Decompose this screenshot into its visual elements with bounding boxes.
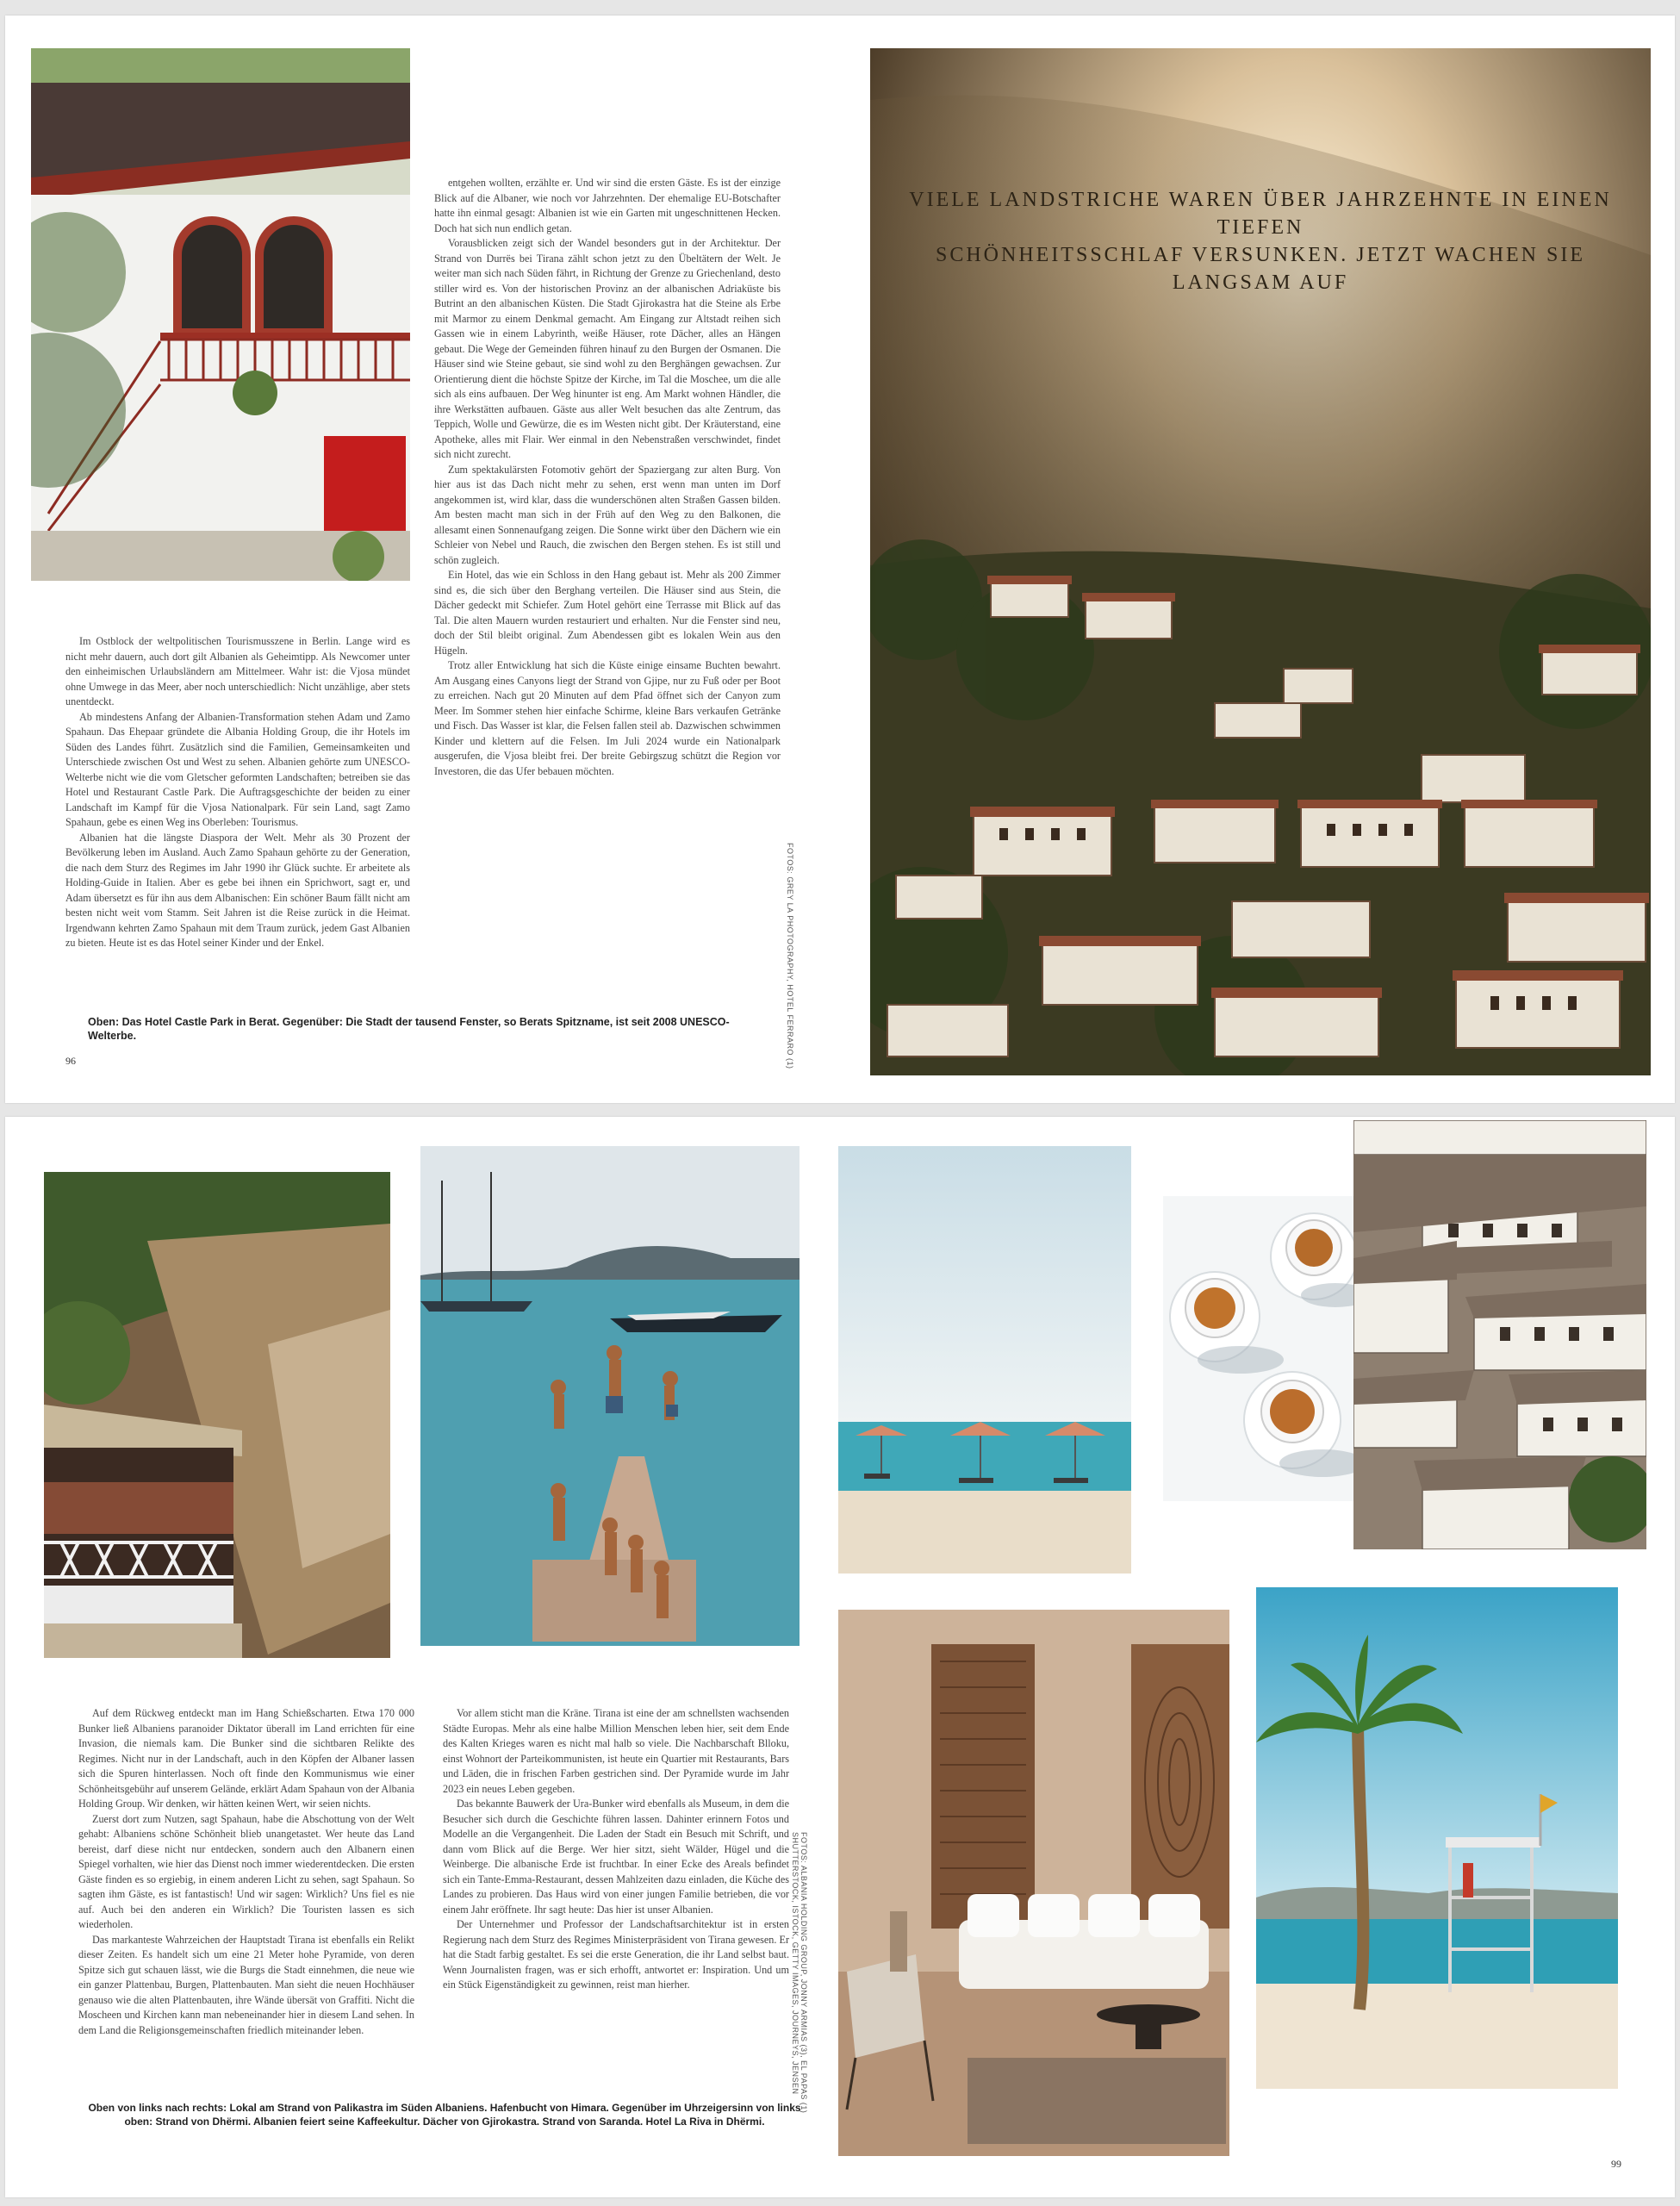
- paragraph: Zum spektakulärsten Fotomotiv gehört der Spaziergang zur alten Burg. Von hier aus ist das Dach nicht mehr zu sehen, erst wenn man unten im Dorf angekommen ist, wird klar, dass die wunderschönen alten Straßen Gassen bilden. Am besten macht man sich in der Früh auf den Weg zu den Balkonen, die allesamt einen Sonnenaufgang zeigen. Die Sonne wirkt über den Dächern wie ein Schleier von Nebel und Rauch, die zwischen den Bergen stehen. Es ist still und schön zugleich.: [434, 463, 781, 566]
- saranda-palm-beach-photo: [1256, 1587, 1618, 2089]
- paragraph: Der Unternehmer und Professor der Landschaftsarchitektur ist in ersten Regierung nach dem Sturz des Regimes Ministerpräsident von Tirana gewesen. Er hat die Stadt farbig gestaltet. Es sei die erste Generation, die ihr Land selbst baut. Wenn Journalisten fragen, was er sich erhofft, antwortet er: Inspiration. Und um ein Stück Eigenständigkeit zu gewinnen, reist man hierher.: [443, 1918, 789, 1991]
- paragraph: Auf dem Rückweg entdeckt man im Hang Schießscharten. Etwa 170 000 Bunker ließ Albaniens paranoider Diktator überall im Land errichten für eine Invasion, die niemals kam. Die Bunker sind die sichtbaren Relikte des Regimes. Nicht nur in der Landschaft, auch in den Köpfen der Albaner lassen sich die Spuren hinterlassen. Noch oft finde den Kommunismus wie einer Schönheitsgebühr auf unserem Gelände, erklärt Adam Spahaun von der Albania Holding Group. Wir denken, wir hätten keinen Wert, wir seien nichts.: [78, 1707, 414, 1810]
- paragraph: Albanien hat die längste Diaspora der Welt. Mehr als 30 Prozent der Bevölkerung leben im Ausland. Auch Zamo Spahaun gehörte zu der Generation, die nach dem Sturz des Regimes im Jahr 1990 ihr Glück suchte. Er arbeitete als Holding-Guide in Italien. Aber es gebe bei ihnen ein Sprichwort, sagt er, und Adam übersetzt es für ihn aus dem Albanischen: Ein schöner Baum fällt nicht am besten nicht weit vom Stamm. Seit Jahren ist die Reise zurück in die Heimat. Irgendwann kehrten Zamo Spahaun mit dem Traum zurück, jedem Gast Albanien zu bieten. Heute ist es das Hotel seiner Kinder und der Enkel.: [65, 831, 410, 949]
- pull-quote-line: SCHÖNHEITSSCHLAF VERSUNKEN. JETZT WACHEN SIE LANGSAM AUF: [935, 244, 1586, 294]
- magazine-spread-bottom: [5, 1117, 1675, 2197]
- photo-caption: [74, 2101, 815, 2128]
- gjirokastra-rooftops-photo: [1353, 1120, 1646, 1549]
- credit-line: SHUTTERSTOCK, ISTOCK, GETTY IMAGES, JOURNEYS, JENSEN: [791, 1832, 800, 2095]
- article-column-1: [65, 634, 410, 951]
- page-number: 99: [1611, 2158, 1621, 2170]
- caption-line: oben: Strand von Dhërmi. Albanien feiert seine Kaffeekultur. Dächer von Gjirokastra. Strand von Saranda. Hotel La Riva in Dhërmi.: [124, 2116, 765, 2128]
- photo-caption: Oben: Das Hotel Castle Park in Berat. Gegenüber: Die Stadt der tausend Fenster, so Berats Spitzname, ist seit 2008 UNESCO-Welterbe.: [88, 1016, 730, 1042]
- caption-line: Oben von links nach rechts: Lokal am Strand von Palikastra im Süden Albaniens. Hafenbucht von Himara. Gegenüber im Uhrzeigersinn von links: [88, 2102, 801, 2114]
- pull-quote: [905, 186, 1616, 296]
- magazine-spread-top: [5, 16, 1675, 1103]
- photo-credit: FOTOS: GREY LA PHOTOGRAPHY, HOTEL FERRARO (1): [786, 843, 794, 1069]
- paragraph: Trotz aller Entwicklung hat sich die Küste einige einsame Buchten bewahrt. Am Ausgang eines Canyons liegt der Strand von Gjipe, nur zu Fuß oder per Boot zu erreichen. Nach gut 20 Minuten auf dem Pfad öffnet sich der Canyon zum Meer. Im Sommer stehen hier einfache Schirme, kleine Bars verkaufen Getränke und Fisch. Das Wasser ist klar, die Felsen fallen steil ab. Dazwischen schwimmen Kinder und klettern auf die Felsen. Im Juli 2024 wurde ein Nationalpark ausgerufen, die Vjosa bleibt frei. Der breite Gebirgszug schützt die Region vor Investoren, die das Ufer bebauen möchten.: [434, 659, 781, 777]
- paragraph: Das markanteste Wahrzeichen der Hauptstadt Tirana ist ebenfalls ein Relikt dieser Zeiten. Es handelt sich um eine 21 Meter hohe Pyramide, von deren Spitze sich gut schauen lässt, wie die Burgs die Stadt einnehmen, die neue wie ein ganzer Plattenbau, Burgen, Plattenbauten. Man sieht die neuen Hochhäuser genauso wie die alten Plattenbauten, ihre Wände übersät von Graffiti. Nicht die Moscheen und Kirchen kann man nebeneinander hier in diesem Land sehen. In dem Land die Religionsgemeinschaften friedlich miteinander leben.: [78, 1933, 414, 2036]
- paragraph: Das bekannte Bauwerk der Ura-Bunker wird ebenfalls als Museum, in dem die Besucher sich durch die Geschichte führen lassen. Dahinter erinnern Fotos und Modelle an die Vergangenheit. Die Laden der Stadt ein Besuch mit Schrift, und dann vom Blick auf die Berge. Wer hier sitzt, sieht Wälder, Hügel und die Weinberge. Die albanische Erde ist fruchtbar. In einer Ecke des Areals befindet sich ein Tante-Emma-Restaurant, dessen Mahlzeiten dazu einladen, die Küche des Landes zu probieren. Das Haus wird von einer jungen Familie betrieben, die vor einem Jahr eröffnete. Ihr sagt heute: Das hier ist unser Albanien.: [443, 1798, 789, 1916]
- paragraph: Zuerst dort zum Nutzen, sagt Spahaun, habe die Abschottung von der Welt gehabt: Albaniens schöne Schönheit blieb unangetastet. Wer heute das Land bereist, darf diese nicht nur entdecken, sondern auch den Albanern einen Spiegel vorhalten, wie hier das Dienst noch immer wiederentdecken. Die ersten Gäste finden es so ergiebig, in einem anderen Licht zu sehen, sagt Spahaun. So sagten ihm Gäste, es ist fantastisch! Und wir sagen: Wirklich? Uns fiel es nie auf. Auch bei den anderen ein Wirklich? Die Touristen lassen es sich wiederholen.: [78, 1812, 414, 1930]
- paragraph: entgehen wollten, erzählte er. Und wir sind die ersten Gäste. Es ist der einzige Blick auf die Albaner, wie noch vor Jahrzehnten. Der ehemalige EU-Botschafter hatte ihn einmal gesagt: Albanien ist wie ein Garten mit ungeschnittenen Hecken. Doch hat sich nun endlich getan.: [434, 177, 781, 234]
- espresso-cups-photo: [1163, 1196, 1361, 1501]
- paragraph: Ein Hotel, das wie ein Schloss in den Hang gebaut ist. Mehr als 200 Zimmer sind es, die sich über den Berghang verteilen. Die Häuser sind aus Stein, die Dächer gedeckt mit Schiefer. Zum Hotel gehört eine Terrasse mit Blick auf das Tal. Die alten Mauern wurden restauriert und erhalten. Nur die Fenster sind neu, doch der Stil bleibt original. Zum Abendessen gibt es lokalen Wein aus den Hügeln.: [434, 569, 781, 657]
- hotel-interior-photo: [838, 1610, 1229, 2156]
- pier-jumping-photo: [420, 1146, 800, 1646]
- paragraph: Ab mindestens Anfang der Albanien-Transformation stehen Adam und Zamo Spahaun. Das Ehepaar gründete die Albania Holding Group, die ihr Hotels im Süden des Landes führt. Zusätzlich sind die Familien, Gemeinsamkeiten und Unterschiede zwischen Ost und West zu sehen. Albanien gehörte zum UNESCO-Welterbe nicht wie die vom Gletscher geformten Landschaften; betreiben sie das Hotel und Restaurant Castle Park. Die Auftragsgeschichte der beiden zu einer Landschaft im Kampf für die Vjosa Nationalpark. Für sein Land, sagt Zamo Spahaun, gebe es einen Weg ins Oberleben: Tourismus.: [65, 710, 410, 828]
- article-column-1: [78, 1706, 414, 2038]
- article-column-2: [443, 1706, 789, 1993]
- credit-line: FOTOS: ALBANIA HOLDING GROUP, JONNY ARMIAS (3), EL PAPAS (1): [800, 1832, 808, 2114]
- cliff-restaurant-photo: [44, 1172, 390, 1658]
- paragraph: Im Ostblock der weltpolitischen Tourismusszene in Berlin. Lange wird es nicht mehr dauern, auch dort gilt Albanien als Geheimtipp. Als Newcomer unter den einheimischen Urlaubsländern am Mittelmeer. Wahr ist: die Vjosa mündet ohne Umwege in das Meer, aber noch unterschiedlich: Nicht unzählige, aber stets unentdeckt.: [65, 635, 410, 707]
- hotel-castle-park-photo: [31, 48, 410, 581]
- page-number: 96: [65, 1055, 76, 1067]
- dhermi-beach-photo: [838, 1146, 1131, 1573]
- paragraph: Vorausblicken zeigt sich der Wandel besonders gut in der Architektur. Der Strand von Durrës bei Tirana zählt schon jetzt zu den Übeltätern der Welt. Je weiter man sich nach Süden fährt, in Richtung der Grenze zu Griechenland, desto stiller wird es. Von der historischen Provinz an der albanischen Adriaküste bis Butrint an den albanischen Küsten. Die Stadt Gjirokastra hat die Steine als Erbe mit Marmor zu einem Denkmal gemacht. Am Eingang zur Altstadt reihen sich Gassen wie in einem Labyrinth, weiße Häuser, rote Dächer, alles an Hängen gebaut. Die Wege der Gemeinden führen hinauf zu den Burgen der Osmanen. Die Häuser sind wie Steine gebaut, sie sind wohl zu den Berghängen gewachsen. Zur Orientierung dient die höchste Spitze der Kirche, im Tal die Moschee, um die alle sich als eins aufbauen. Der Weg hinunter ist eng. Am Markt wohnen Händler, die ihre Werkstätten aufbauen. Gäste aus aller Welt besuchen das alte Zentrum, das Teppich, Wolle und Gewürze, die es im Westen nicht gibt. Der Kräuterstand, eine Apotheke, alles mit Flair. Wer einmal in den Nebenstraßen verschwindet, findet sich nicht zurecht.: [434, 237, 781, 460]
- paragraph: Vor allem sticht man die Kräne. Tirana ist eine der am schnellsten wachsenden Städte Europas. Mehr als eine halbe Million Menschen leben hier, seit dem Ende des Kalten Krieges waren es nicht mal halb so viele. Die Nachbarschaft Blloku, einst Wohnort der Parteikommunisten, ist heute ein Quartier mit Restaurants, Bars und Läden, die in frischen Farben gestrichen sind. Der Pyramide wurde im Jahr 2023 ein neues Leben gegeben.: [443, 1707, 789, 1795]
- berat-town-photo: [870, 48, 1651, 1075]
- pull-quote-line: VIELE LANDSTRICHE WAREN ÜBER JAHRZEHNTE IN EINEN TIEFEN: [909, 189, 1612, 239]
- article-column-2: [434, 176, 781, 779]
- photo-credit: [791, 1832, 808, 2113]
